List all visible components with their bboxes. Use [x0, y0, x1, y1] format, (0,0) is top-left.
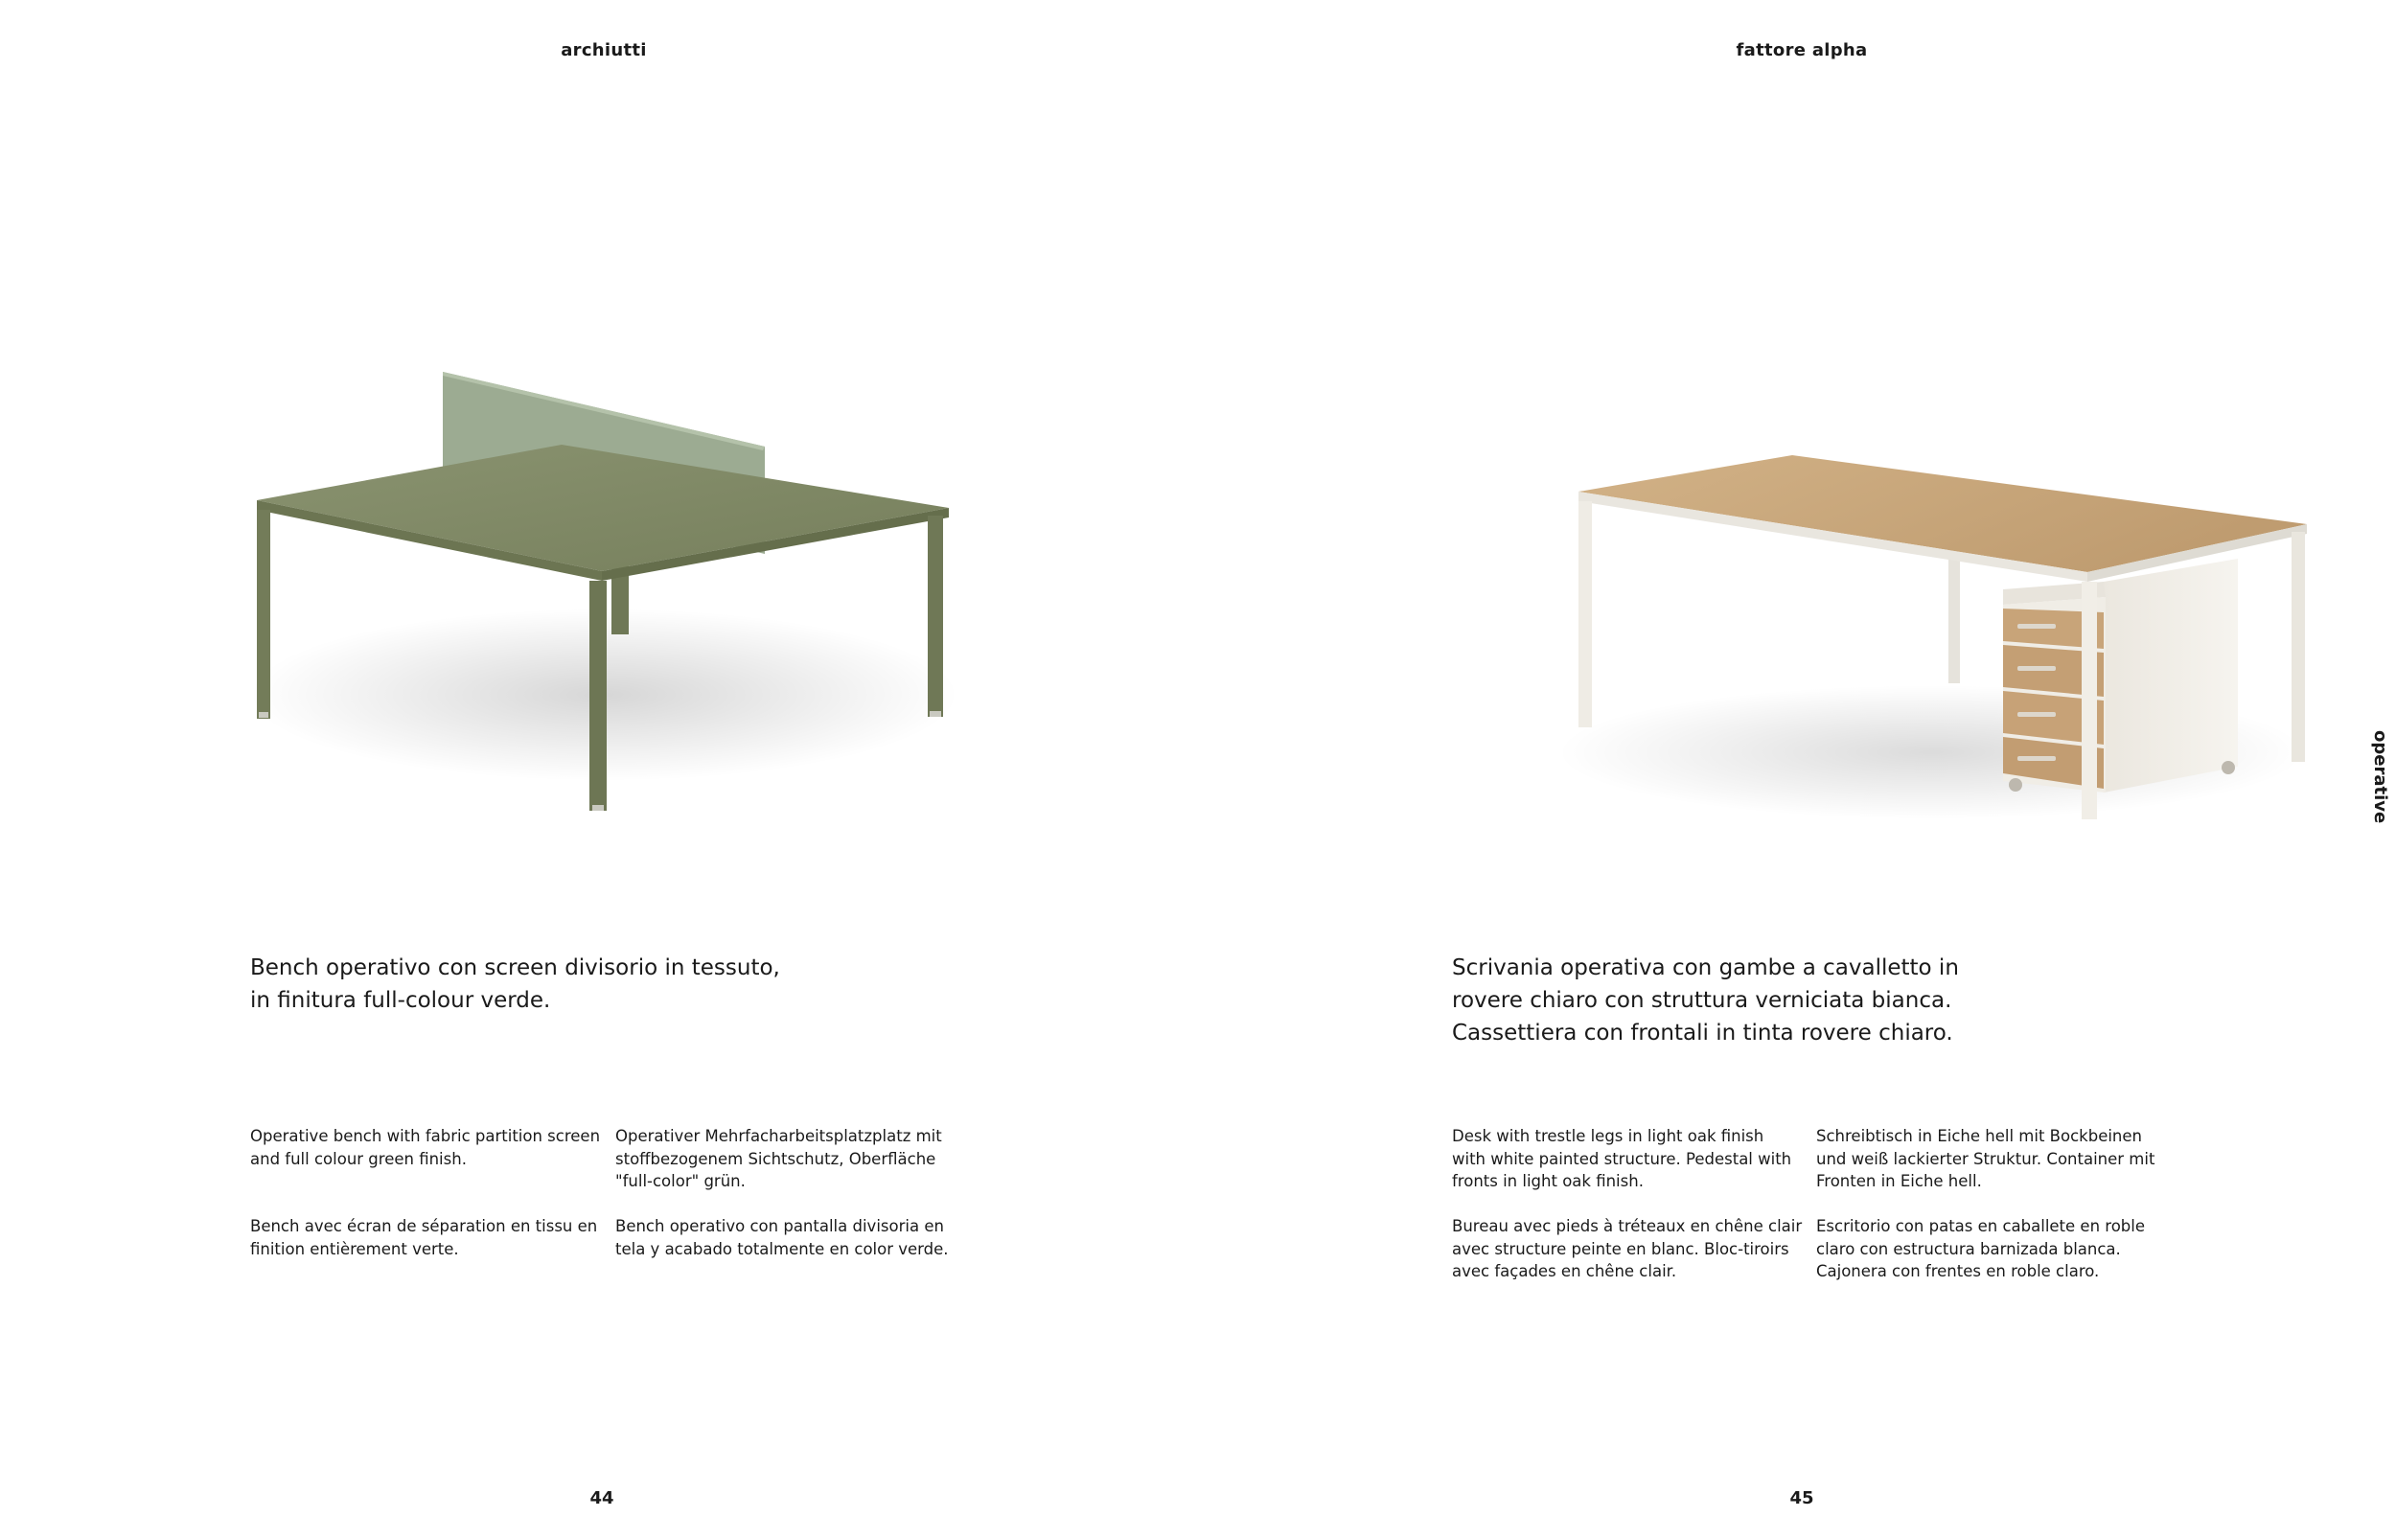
lead-line: Cassettiera con frontali in tinta rovere chiaro.: [1452, 1021, 1953, 1046]
text-line: "full-color" grün.: [615, 1172, 746, 1190]
oak-desk-image: [1519, 436, 2343, 839]
text-line: Schreibtisch in Eiche hell mit Bockbeinen: [1816, 1127, 2142, 1145]
text-line: and full colour green finish.: [250, 1149, 467, 1168]
text-line: finition entièrement verte.: [250, 1239, 459, 1258]
text-line: Desk with trestle legs in light oak finish: [1452, 1127, 1764, 1145]
text-line: with white painted structure. Pedestal with: [1452, 1149, 1792, 1168]
text-line: fronts in light oak finish.: [1452, 1172, 1644, 1190]
text-line: Bench operativo con pantalla divisoria en: [615, 1217, 944, 1235]
lead-paragraph-left: [250, 952, 921, 1017]
text-line: claro con estructura barnizada blanca.: [1816, 1239, 2121, 1258]
text-line: und weiß lackierter Struktur. Container mit: [1816, 1149, 2155, 1168]
french-text-left: [250, 1215, 614, 1260]
english-text-left: [250, 1125, 614, 1170]
section-side-tab-label: operative: [2370, 730, 2390, 824]
text-line: tela y acabado totalmente en color verde.: [615, 1239, 949, 1258]
german-text-left: [615, 1125, 979, 1193]
text-line: Operative bench with fabric partition screen: [250, 1127, 601, 1145]
lead-paragraph-right: [1452, 952, 2180, 1049]
running-head-left: archiutti: [561, 40, 647, 60]
text-line: Operativer Mehrfacharbeitsplatzplatz mit: [615, 1127, 942, 1145]
text-line: Bench avec écran de séparation en tissu en: [250, 1217, 598, 1235]
text-line: stoffbezogenem Sichtschutz, Oberfläche: [615, 1149, 936, 1168]
page-number-right: 45: [1789, 1488, 1814, 1508]
text-line: avec façades en chêne clair.: [1452, 1262, 1677, 1280]
german-text-right: [1816, 1125, 2180, 1193]
green-bench-image: [240, 355, 968, 834]
text-line: Escritorio con patas en caballete en roble: [1816, 1217, 2145, 1235]
lead-line: in finitura full-colour verde.: [250, 988, 551, 1013]
right-page: [1198, 0, 2396, 1540]
text-line: Cajonera con frentes en roble claro.: [1816, 1262, 2100, 1280]
section-side-tab: [2360, 730, 2396, 826]
text-line: avec structure peinte en blanc. Bloc-tiroirs: [1452, 1239, 1789, 1258]
lead-line: rovere chiaro con struttura verniciata bianca.: [1452, 988, 1952, 1013]
text-line: Bureau avec pieds à tréteaux en chêne clair: [1452, 1217, 1803, 1235]
lead-line: Bench operativo con screen divisorio in tessuto,: [250, 955, 780, 980]
english-text-right: [1452, 1125, 1816, 1193]
spanish-text-right: [1816, 1215, 2180, 1283]
spanish-text-left: [615, 1215, 979, 1260]
lead-line: Scrivania operativa con gambe a cavalletto in: [1452, 955, 1959, 980]
text-line: Fronten in Eiche hell.: [1816, 1172, 1982, 1190]
page-number-left: 44: [589, 1488, 614, 1508]
french-text-right: [1452, 1215, 1816, 1283]
running-head-right: fattore alpha: [1736, 40, 1868, 60]
